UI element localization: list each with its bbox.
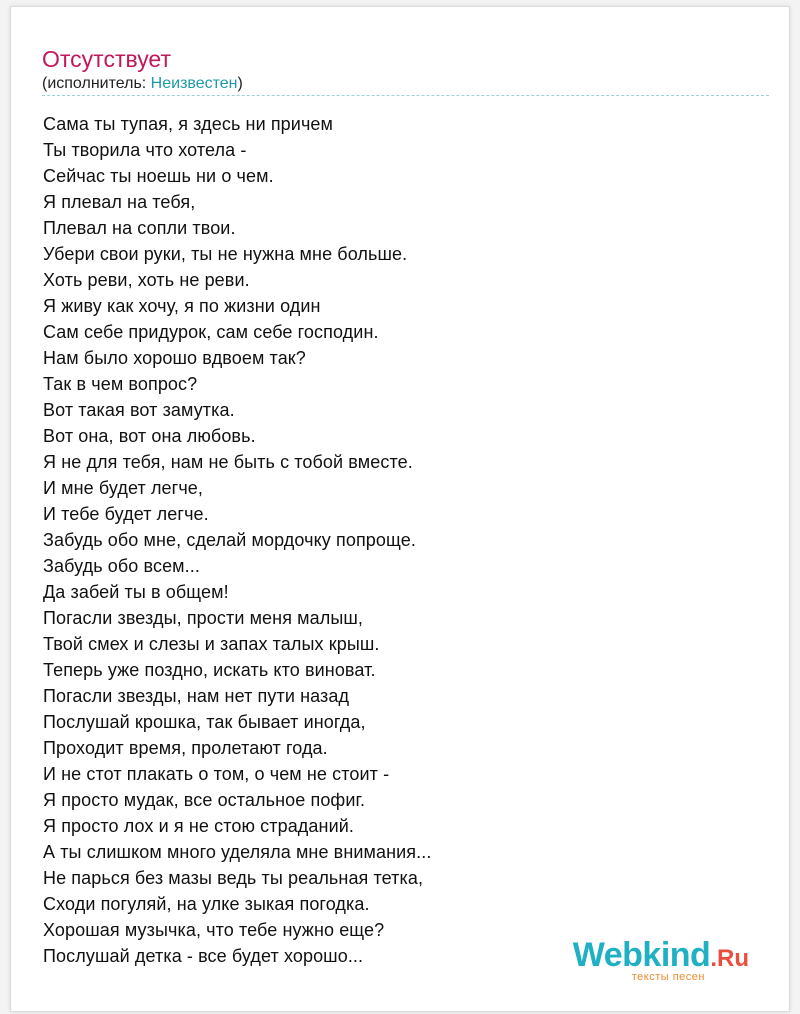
lyric-line: Забудь обо мне, сделай мордочку попроще. bbox=[43, 530, 416, 550]
logo-tagline: тексты песен bbox=[631, 971, 705, 983]
lyric-line: Сама ты тупая, я здесь ни причем bbox=[43, 114, 334, 134]
lyric-line: Сейчас ты ноешь ни о чем. bbox=[43, 166, 274, 186]
lyrics-page bbox=[10, 6, 790, 1012]
lyric-line: Я не для тебя, нам не быть с тобой вместе. bbox=[43, 452, 413, 472]
lyric-line: Я просто лох и я не стою страданий. bbox=[43, 816, 354, 836]
site-logo[interactable] bbox=[559, 935, 749, 987]
lyric-line: Я просто мудак, все остальное пофиг. bbox=[43, 790, 366, 810]
lyric-line: Не парься без мазы ведь ты реальная тетка, bbox=[43, 868, 424, 888]
lyric-line: Хорошая музычка, что тебе нужно еще? bbox=[43, 920, 385, 940]
lyric-line: И тебе будет легче. bbox=[43, 504, 209, 524]
artist-link[interactable]: Неизвестен bbox=[150, 75, 238, 92]
lyric-line: Вот такая вот замутка. bbox=[43, 400, 235, 420]
lyric-line: Я живу как хочу, я по жизни один bbox=[43, 296, 321, 316]
lyric-line: Погасли звезды, прости меня малыш, bbox=[43, 608, 364, 628]
lyric-line: Я плевал на тебя, bbox=[43, 192, 196, 212]
artist-prefix: (исполнитель: bbox=[42, 75, 151, 92]
lyric-line: Твой смех и слезы и запах талых крыш. bbox=[43, 634, 380, 654]
lyric-line: Убери свои руки, ты не нужна мне больше. bbox=[43, 244, 408, 264]
lyric-line: Хоть реви, хоть не реви. bbox=[43, 270, 250, 290]
lyric-line: Сам себе придурок, сам себе господин. bbox=[43, 322, 379, 342]
lyric-line: Вот она, вот она любовь. bbox=[43, 426, 256, 446]
lyric-line: И мне будет легче, bbox=[43, 478, 204, 498]
lyric-line: А ты слишком много уделяла мне внимания... bbox=[43, 842, 432, 862]
divider bbox=[42, 95, 769, 96]
lyric-line: Послушай детка - все будет хорошо... bbox=[43, 946, 364, 966]
artist-line bbox=[42, 74, 243, 94]
lyric-line: И не стот плакать о том, о чем не стоит - bbox=[43, 764, 390, 784]
lyric-line: Послушай крошка, так бывает иногда, bbox=[43, 712, 366, 732]
lyrics-text bbox=[43, 111, 431, 969]
lyric-line: Забудь обо всем... bbox=[43, 556, 200, 576]
logo-tld: .Ru bbox=[710, 945, 749, 972]
lyric-line: Да забей ты в общем! bbox=[43, 582, 229, 602]
lyric-line: Сходи погуляй, на улке зыкая погодка. bbox=[43, 894, 370, 914]
lyric-line: Проходит время, пролетают года. bbox=[43, 738, 328, 758]
lyric-line: Погасли звезды, нам нет пути назад bbox=[43, 686, 350, 706]
lyric-line: Ты творила что хотела - bbox=[43, 140, 247, 160]
artist-suffix: ) bbox=[237, 75, 243, 92]
logo-main-text: Webkind bbox=[572, 936, 711, 974]
lyric-line: Теперь уже поздно, искать кто виноват. bbox=[43, 660, 376, 680]
lyric-line: Нам было хорошо вдвоем так? bbox=[43, 348, 306, 368]
lyric-line: Плевал на сопли твои. bbox=[43, 218, 236, 238]
lyric-line: Так в чем вопрос? bbox=[43, 374, 198, 394]
song-title: Отсутствует bbox=[42, 46, 171, 72]
